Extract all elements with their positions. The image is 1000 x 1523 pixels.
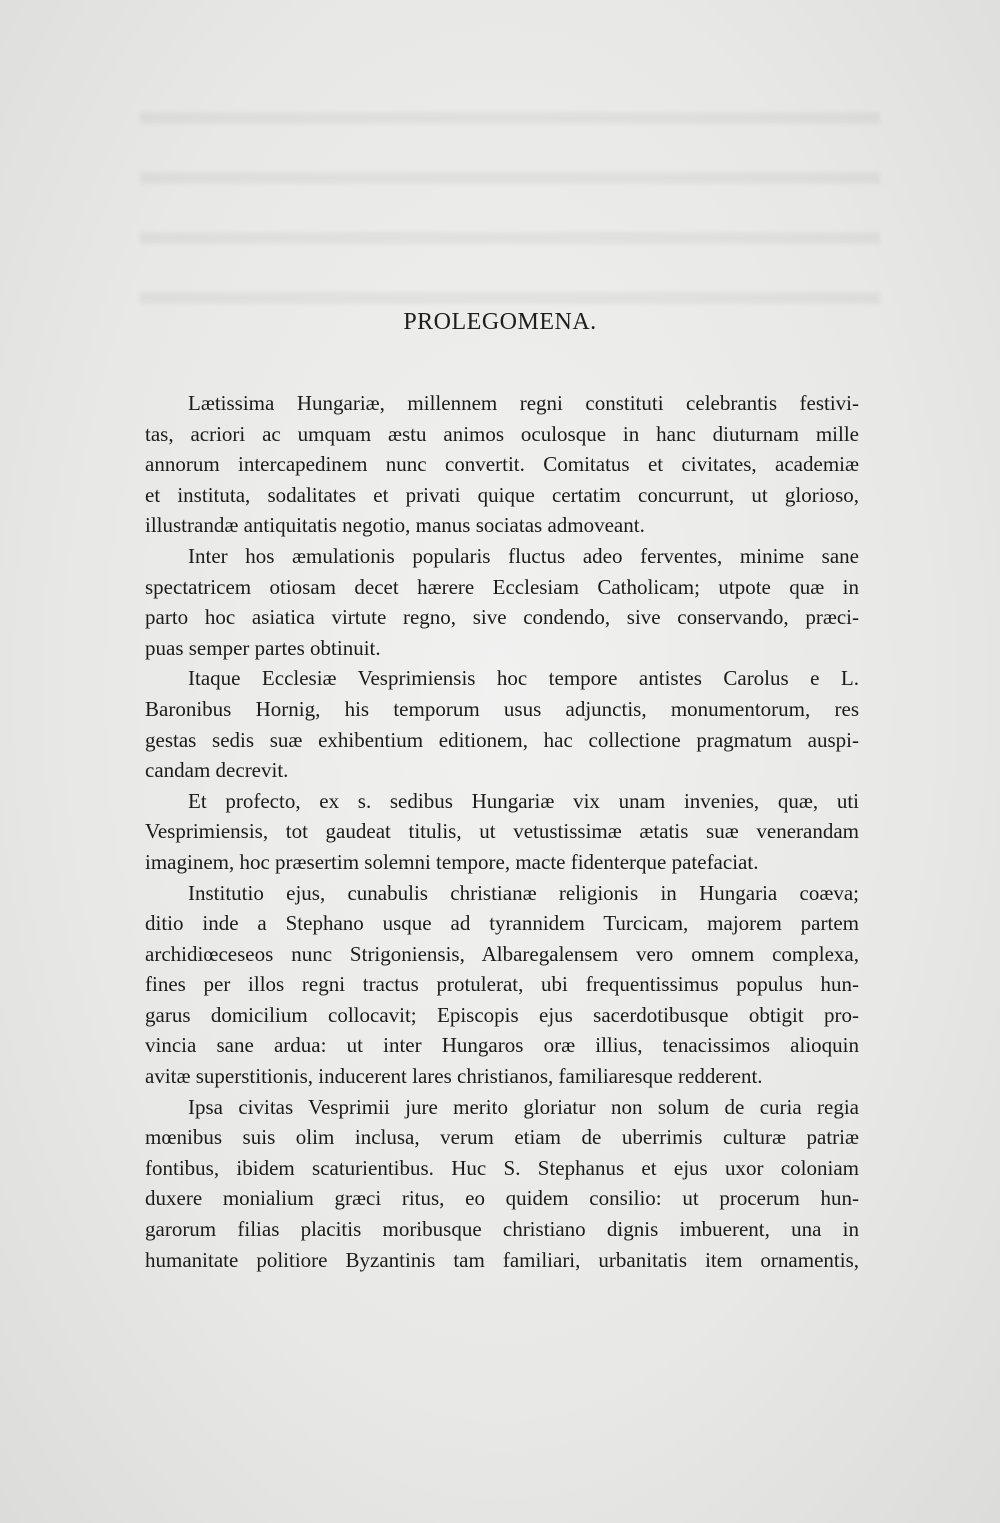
text-line: illustrandæ antiquitatis negotio, manus sociatas admoveant. — [145, 513, 645, 538]
text-line: duxere monialium græci ritus, eo quidem consilio: ut procerum hun- — [145, 1186, 859, 1211]
body-text — [145, 388, 859, 1275]
text-line: parto hoc asiatica virtute regno, sive condendo, sive conservando, præci- — [145, 605, 859, 630]
text-line: mœnibus suis olim inclusa, verum etiam de uberrimis culturæ patriæ — [145, 1125, 859, 1150]
paragraph — [145, 663, 859, 785]
text-line: Inter hos æmulationis popularis fluctus adeo ferventes, minime sane — [188, 543, 859, 568]
text-line: candam decrevit. — [145, 758, 289, 783]
paragraph — [145, 878, 859, 1092]
text-line: garorum filias placitis moribusque christiano dignis imbuerent, una in — [145, 1217, 859, 1242]
text-line: imaginem, hoc præsertim solemni tempore, macte fidenterque patefaciat. — [145, 849, 759, 874]
text-line: Itaque Ecclesiæ Vesprimiensis hoc tempore antistes Carolus e L. — [188, 666, 859, 691]
text-line: puas semper partes obtinuit. — [145, 635, 381, 660]
text-line: gestas sedis suæ exhibentium editionem, hac collectione pragmatum auspi- — [145, 727, 859, 752]
text-line: fontibus, ibidem scaturientibus. Huc S. Stephanus et ejus uxor coloniam — [145, 1155, 859, 1180]
paragraph — [145, 786, 859, 878]
text-line: archidiœceseos nunc Strigoniensis, Albaregalensem vero omnem complexa, — [145, 941, 859, 966]
text-line: Institutio ejus, cunabulis christianæ religionis in Hungaria coæva; — [188, 880, 859, 905]
text-line: Ipsa civitas Vesprimii jure merito gloriatur non solum de curia regia — [188, 1094, 859, 1119]
text-line: Lætissima Hungariæ, millennem regni constituti celebrantis festivi- — [188, 391, 859, 415]
text-line: vincia sane ardua: ut inter Hungaros oræ illius, tenacissimos alioquin — [145, 1033, 859, 1058]
text-line: Baronibus Hornig, his temporum usus adjunctis, monumentorum, res — [145, 696, 859, 721]
text-line: annorum intercapedinem nunc convertit. Comitatus et civitates, academiæ — [145, 452, 859, 477]
text-line: tas, acriori ac umquam æstu animos oculosque in hanc diuturnam mille — [145, 421, 859, 446]
text-line: fines per illos regni tractus protulerat, ubi frequentissimus populus hun- — [145, 972, 859, 997]
text-line: ditio inde a Stephano usque ad tyrannidem Turcicam, majorem partem — [145, 911, 859, 936]
text-line: garus domicilium collocavit; Episcopis ejus sacerdotibusque obtigit pro- — [145, 1002, 859, 1027]
text-line: Vesprimiensis, tot gaudeat titulis, ut vetustissimæ ætatis suæ venerandam — [145, 819, 859, 844]
paragraph — [145, 388, 859, 541]
text-line: spectatricem otiosam decet hærere Ecclesiam Catholicam; utpote quæ in — [145, 574, 859, 599]
text-line: humanitate politiore Byzantinis tam familiari, urbanitatis item ornamentis, — [145, 1247, 859, 1272]
text-line: avitæ superstitionis, inducerent lares christianos, familiaresque redderent. — [145, 1064, 763, 1089]
page-title: PROLEGOMENA. — [403, 309, 597, 335]
text-line: Et profecto, ex s. sedibus Hungariæ vix unam invenies, quæ, uti — [188, 788, 859, 813]
paragraph — [145, 1092, 859, 1276]
text-line: et instituta, sodalitates et privati quique certatim concurrunt, ut glorioso, — [145, 482, 859, 507]
paragraph — [145, 541, 859, 663]
